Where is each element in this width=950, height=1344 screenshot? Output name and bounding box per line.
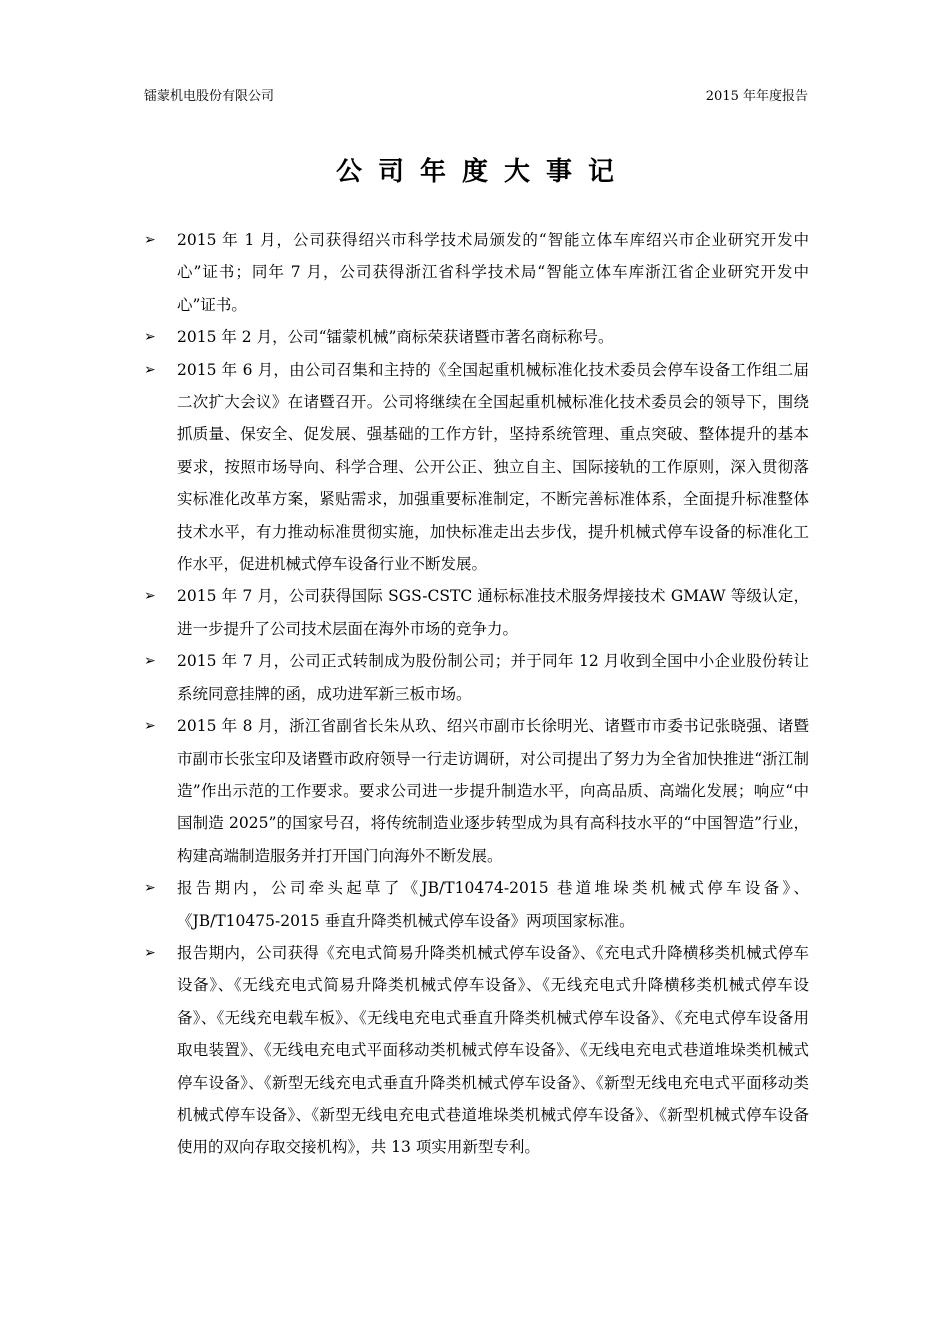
arrow-bullet-icon: ➢ bbox=[144, 232, 156, 248]
event-text: 2015 年 6 月，由公司召集和主持的《全国起重机械标准化技术委员会停车设备工作组二届二次扩大会议》在诸暨召开。公司将继续在全国起重机械标准化技术委员会的领导下，围绕抓质量、保安全、促发展、强基础的工作方针，坚持系统管理、重点突破、整体提升的基本要求，按照市场导向、科学合理、公开公正、独立自主、国际接轨的工作原则，深入贯彻落实标准化改革方案，紧贴需求，加强重要标准制定，不断完善标准体系，全面提升标准整体技术水平，有力推动标准贯彻实施，加快标准走出去步伐，提升机械式停车设备的标准化工作水平，促进机械式停车设备行业不断发展。 bbox=[177, 360, 809, 574]
event-item bbox=[144, 224, 809, 321]
company-name: 镭蒙机电股份有限公司 bbox=[144, 89, 275, 104]
event-text: 2015 年 7 月，公司获得国际 SGS-CSTC 通标标准技术服务焊接技术 GMAW 等级认定，进一步提升了公司技术层面在海外市场的竞争力。 bbox=[177, 587, 809, 638]
arrow-bullet-icon: ➢ bbox=[144, 653, 156, 670]
event-text: 2015 年 8 月，浙江省副省长朱从玖、绍兴市副市长徐明光、诸暨市市委书记张晓强、诸暨市副市长张宝印及诸暨市政府领导一行走访调研，对公司提出了努力为全省加快推进“浙江制造”作出示范的工作要求。要求公司进一步提升制造水平，向高品质、高端化发展；响应“中国制造 2025”的国家号召，将传统制造业逐步转型成为具有高科技水平的“中国智造”行业，构建高端制造服务并打开国门向海外不断发展。 bbox=[177, 717, 809, 865]
event-text: 2015 年 2 月，公司“镭蒙机械”商标荣获诸暨市著名商标称号。 bbox=[177, 328, 614, 347]
report-name: 2015 年年度报告 bbox=[705, 89, 808, 104]
event-item bbox=[144, 354, 809, 581]
event-item bbox=[144, 580, 809, 645]
arrow-bullet-icon: ➢ bbox=[144, 718, 156, 735]
event-text: 2015 年 7 月，公司正式转制成为股份制公司；并于同年 12 月收到全国中小企业股份转让系统同意挂牌的函，成功进军新三板市场。 bbox=[177, 652, 809, 703]
event-item bbox=[144, 321, 809, 353]
event-text: 2015 年 1 月，公司获得绍兴市科学技术局颁发的“智能立体车库绍兴市企业研究开发中心”证书；同年 7 月，公司获得浙江省科学技术局“智能立体车库浙江省企业研究开发中心”证书。 bbox=[177, 231, 809, 314]
event-item bbox=[144, 710, 809, 872]
event-item bbox=[144, 645, 809, 710]
event-text: 报告期内，公司牵头起草了《JB/T10474-2015 巷道堆垛类机械式停车设备》、《JB/T10475-2015 垂直升降类机械式停车设备》两项国家标准。 bbox=[177, 879, 809, 930]
arrow-bullet-icon: ➢ bbox=[144, 329, 156, 346]
page-header bbox=[144, 86, 808, 108]
arrow-bullet-icon: ➢ bbox=[144, 361, 156, 378]
events-list bbox=[144, 224, 809, 1164]
arrow-bullet-icon: ➢ bbox=[144, 944, 156, 961]
arrow-bullet-icon: ➢ bbox=[144, 588, 156, 605]
arrow-bullet-icon: ➢ bbox=[144, 880, 156, 897]
event-text: 报告期内，公司获得《充电式简易升降类机械式停车设备》、《充电式升降横移类机械式停车设备》、《无线充电式简易升降类机械式停车设备》、《无线充电式升降横移类机械式停车设备》、《无线充电载车板》、《无线电充电式垂直升降类机械式停车设备》、《充电式停车设备用取电装置》、《无线电充电式平面移动类机械式停车设备》、《无线电充电式巷道堆垛类机械式停车设备》、《新型无线充电式垂直升降类机械式停车设备》、《新型无线电充电式平面移动类机械式停车设备》、《新型无线电充电式巷道堆垛类机械式停车设备》、《新型机械式停车设备使用的双向存取交接机构》，共 13 项实用新型专利。 bbox=[177, 943, 809, 1157]
event-item bbox=[144, 937, 809, 1164]
page-title: 公司年度大事记 bbox=[335, 157, 630, 187]
event-item bbox=[144, 872, 809, 937]
